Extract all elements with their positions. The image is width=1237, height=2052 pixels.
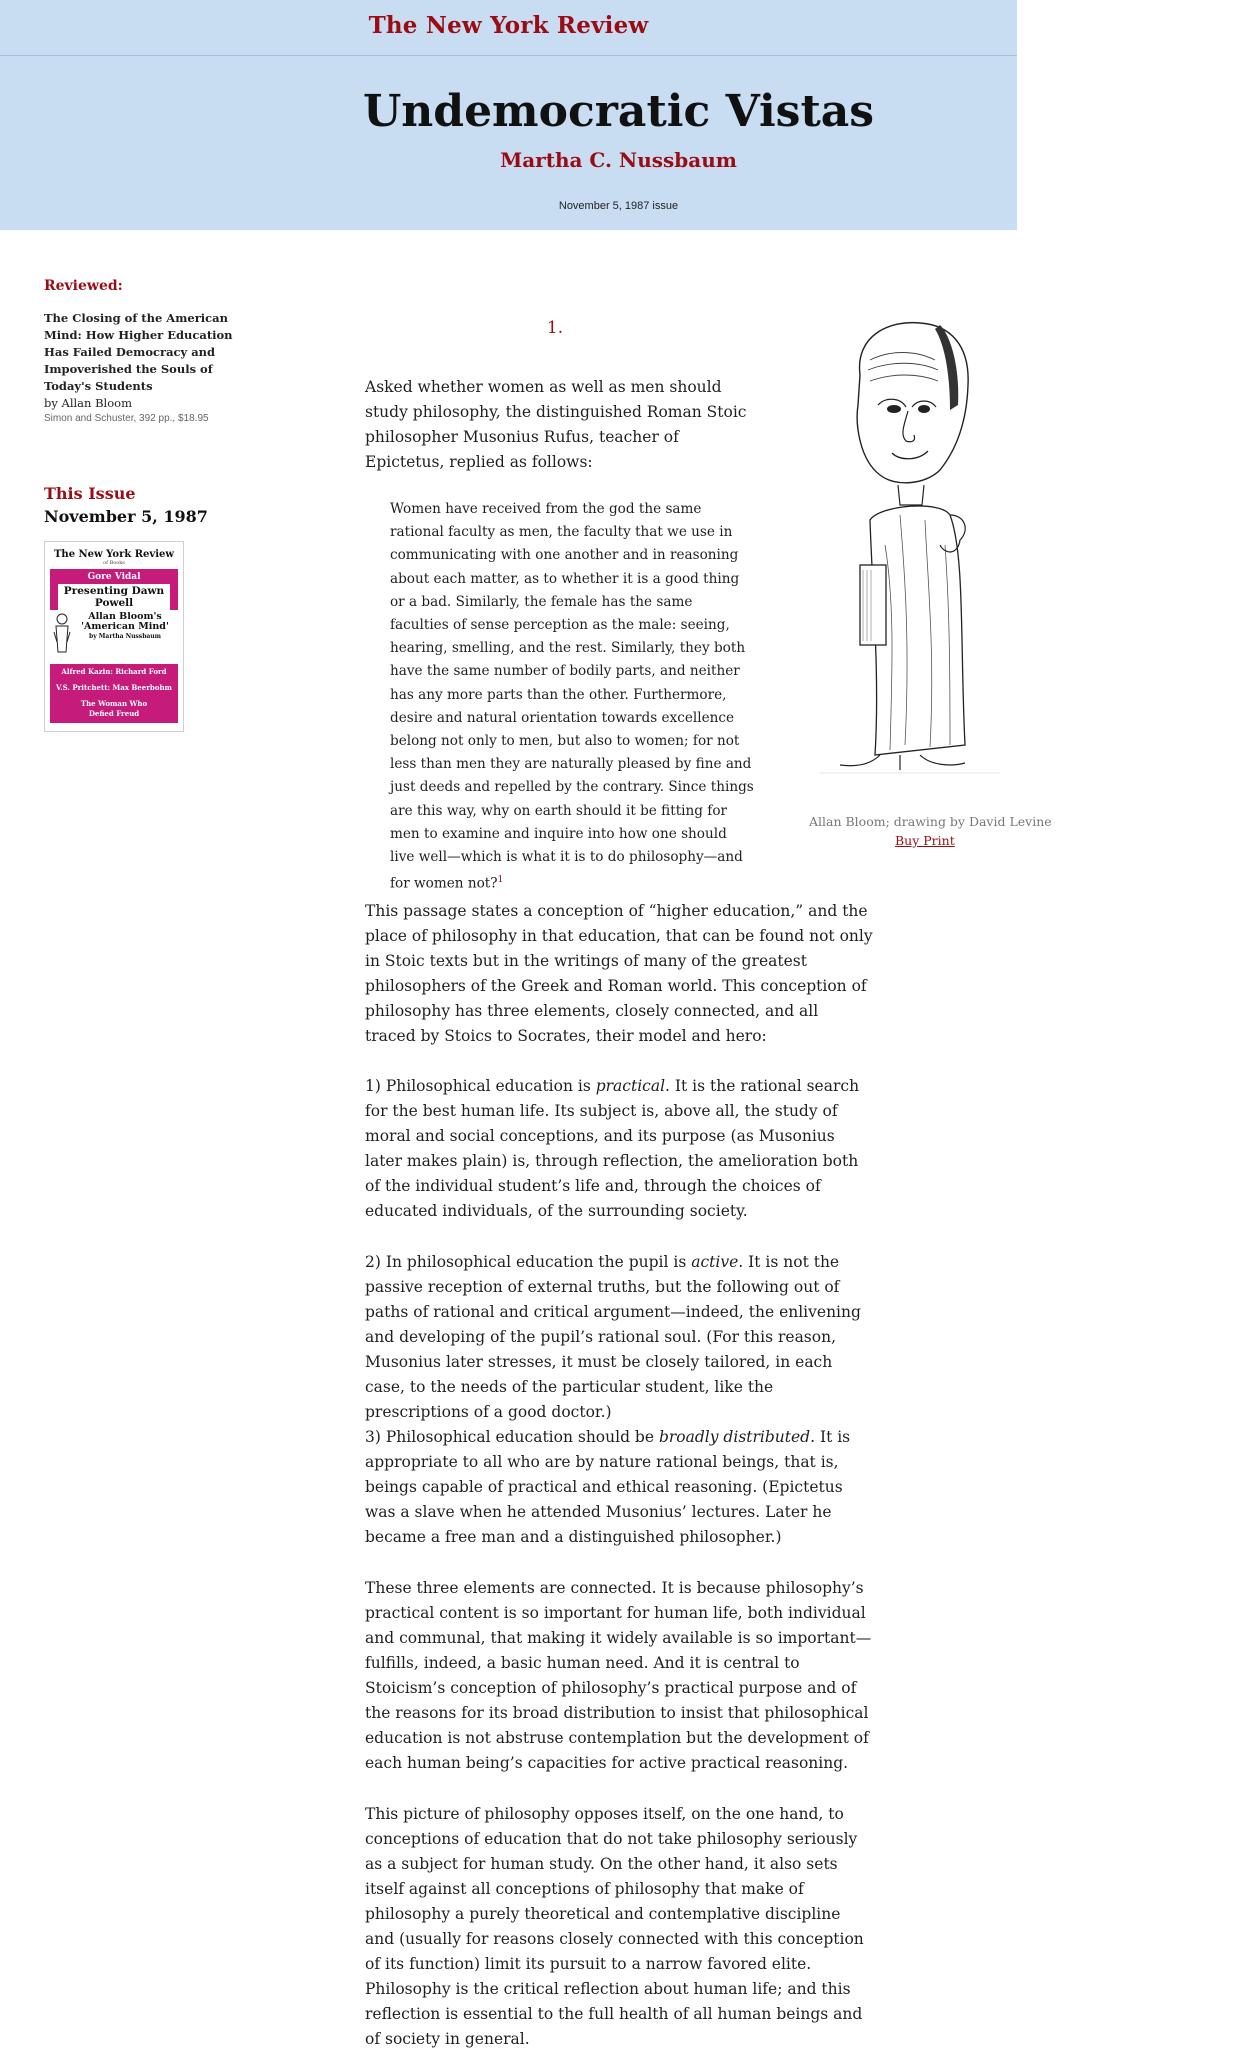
reviewed-book-title[interactable]: The Closing of the American Mind: How Higher Education Has Failed Democracy and Impoverished the Souls of Today's Students bbox=[44, 311, 233, 393]
section-number: 1. bbox=[546, 318, 564, 338]
cover-line-4: V.S. Pritchett: Max Beerbohm bbox=[56, 683, 172, 692]
caricature-illustration[interactable] bbox=[800, 315, 1017, 805]
cover-feature-title: Allan Bloom's 'American Mind' bbox=[81, 611, 169, 632]
cover-masthead: The New York Review bbox=[53, 549, 175, 560]
reviewed-sidebar bbox=[44, 278, 244, 424]
paragraph-5: These three elements are connected. It is because philosophy’s practical content is so important for human life, both individual and communal, that making it widely available is so important—fulfills, indeed, a basic human need. And it is central to Stoicism’s conception of philosophy’s practical purpose and of the reasons for its broad distribution to insist that philosophical education is not abstruse contemplation but the development of each human being’s capacities for active practical reasoning. bbox=[365, 1579, 872, 1772]
reviewed-book-author: by Allan Bloom bbox=[44, 396, 132, 410]
paragraph-2-rest: . It is the rational search for the best human life. Its subject is, above all, the study of moral and social conceptions, and its purpose (as Musonius later makes plain) is, through reflection, the amelioration both of the individual student’s life and, through the choices of educated individuals, of the surrounding society. bbox=[365, 1077, 860, 1220]
this-issue-label: This Issue bbox=[44, 484, 136, 503]
cover-top-band bbox=[50, 569, 178, 610]
paragraph-4-lead: 3) Philosophical education should be bbox=[365, 1428, 659, 1446]
paragraph-2 bbox=[365, 1074, 874, 1224]
cover-feature bbox=[51, 612, 177, 662]
paragraph-3-lead: 2) In philosophical education the pupil is bbox=[365, 1253, 692, 1271]
cover-line-5: The Woman Who Defied Freud bbox=[80, 699, 148, 718]
article-intro: Asked whether women as well as men should study philosophy, the distinguished Roman Stoic philosopher Musonius Rufus, teacher of Epictetus, replied as follows: bbox=[365, 378, 747, 471]
cover-figure-icon bbox=[51, 612, 73, 656]
cover-line-1: Gore Vidal bbox=[87, 572, 141, 582]
top-bar bbox=[0, 0, 1017, 56]
masthead-link[interactable]: The New York Review bbox=[368, 12, 649, 39]
illustration-caption: Allan Bloom; drawing by David Levine bbox=[809, 814, 1052, 829]
article-title: Undemocratic Vistas bbox=[362, 86, 875, 137]
issue-cover-thumbnail[interactable] bbox=[44, 541, 184, 732]
paragraph-6: This picture of philosophy opposes itself, on the one hand, to conceptions of education that do not take philosophy seriously as a subject for human study. On the other hand, it also sets itself against all conceptions of philosophy that make of philosophy a purely theoretical and contemplative discipline and (usually for reasons closely connected with this conception of its function) limit its pursuit to a narrow favored elite. Philosophy is the critical reflection about human life; and this reflection is essential to the full health of all human beings and of society in general. bbox=[365, 1805, 864, 2048]
cover-line-3: Alfred Kazin: Richard Ford bbox=[61, 667, 167, 676]
paragraph-2-lead: 1) Philosophical education is bbox=[365, 1077, 596, 1095]
paragraph-4-emphasis: broadly distributed bbox=[658, 1428, 811, 1446]
article-author[interactable]: Martha C. Nussbaum bbox=[500, 148, 737, 172]
reviewed-heading: Reviewed: bbox=[44, 278, 123, 294]
this-issue-date[interactable]: November 5, 1987 bbox=[44, 507, 208, 526]
this-issue-block bbox=[44, 484, 264, 526]
cover-line-2: Presenting Dawn Powell bbox=[58, 584, 170, 610]
reviewed-book-publisher: Simon and Schuster, 392 pp., $18.95 bbox=[44, 413, 209, 424]
paragraph-3-emphasis: active bbox=[691, 1253, 739, 1271]
issue-date: November 5, 1987 issue bbox=[558, 200, 679, 212]
paragraph-4 bbox=[365, 1425, 874, 1550]
musonius-quote bbox=[390, 498, 755, 896]
paragraph-1: This passage states a conception of “higher education,” and the place of philosophy in that education, that can be found not only in Stoic texts but in the writings of many of the greatest philosophers of the Greek and Roman world. This conception of philosophy has three elements, closely connected, and all traced by Stoics to Socrates, their model and hero: bbox=[365, 902, 873, 1045]
cover-subtitle: of Books bbox=[103, 560, 125, 566]
paragraph-4-rest: . It is appropriate to all who are by nature rational beings, that is, beings capable of practical and ethical reasoning. (Epictetus was a slave when he attended Musonius’ lectures. Later he became a free man and a distinguished philosopher.) bbox=[365, 1428, 851, 1546]
footnote-link[interactable]: 1 bbox=[497, 875, 504, 886]
article-header bbox=[0, 0, 1017, 230]
cover-feature-byline: by Martha Nussbaum bbox=[89, 633, 161, 640]
cover-bottom-band bbox=[50, 664, 178, 723]
paragraph-2-emphasis: practical bbox=[595, 1077, 666, 1095]
paragraph-3 bbox=[365, 1250, 874, 1425]
buy-print-link[interactable]: Buy Print bbox=[895, 833, 955, 848]
paragraph-3-rest: . It is not the passive reception of external truths, but the following out of paths of rational and critical argument—indeed, the enlivening and developing of the pupil’s rational soul. (For this reason, Musonius later stresses, it must be closely tailored, in each case, to the needs of the particular student, like the prescriptions of a good doctor.) bbox=[365, 1253, 861, 1421]
quote-text: Women have received from the god the same rational faculty as men, the faculty that we use in communicating with one another and in reasoning about each matter, as to whether it is a good thing or a bad. Similarly, the female has the same faculties of sense perception as the male: seeing, hearing, smelling, and the rest. Similarly, they both have the same number of bodily parts, and neither has any more parts than the other. Furthermore, desire and natural orientation towards excellence belong not only to men, but also to women; for not less than men they are naturally pleased by fine and just deeds and repelled by the contrary. Since things are this way, why on earth should it be fitting for men to examine and inquire into how one should live well—which is what it is to do philosophy—and for women not? bbox=[390, 501, 754, 892]
